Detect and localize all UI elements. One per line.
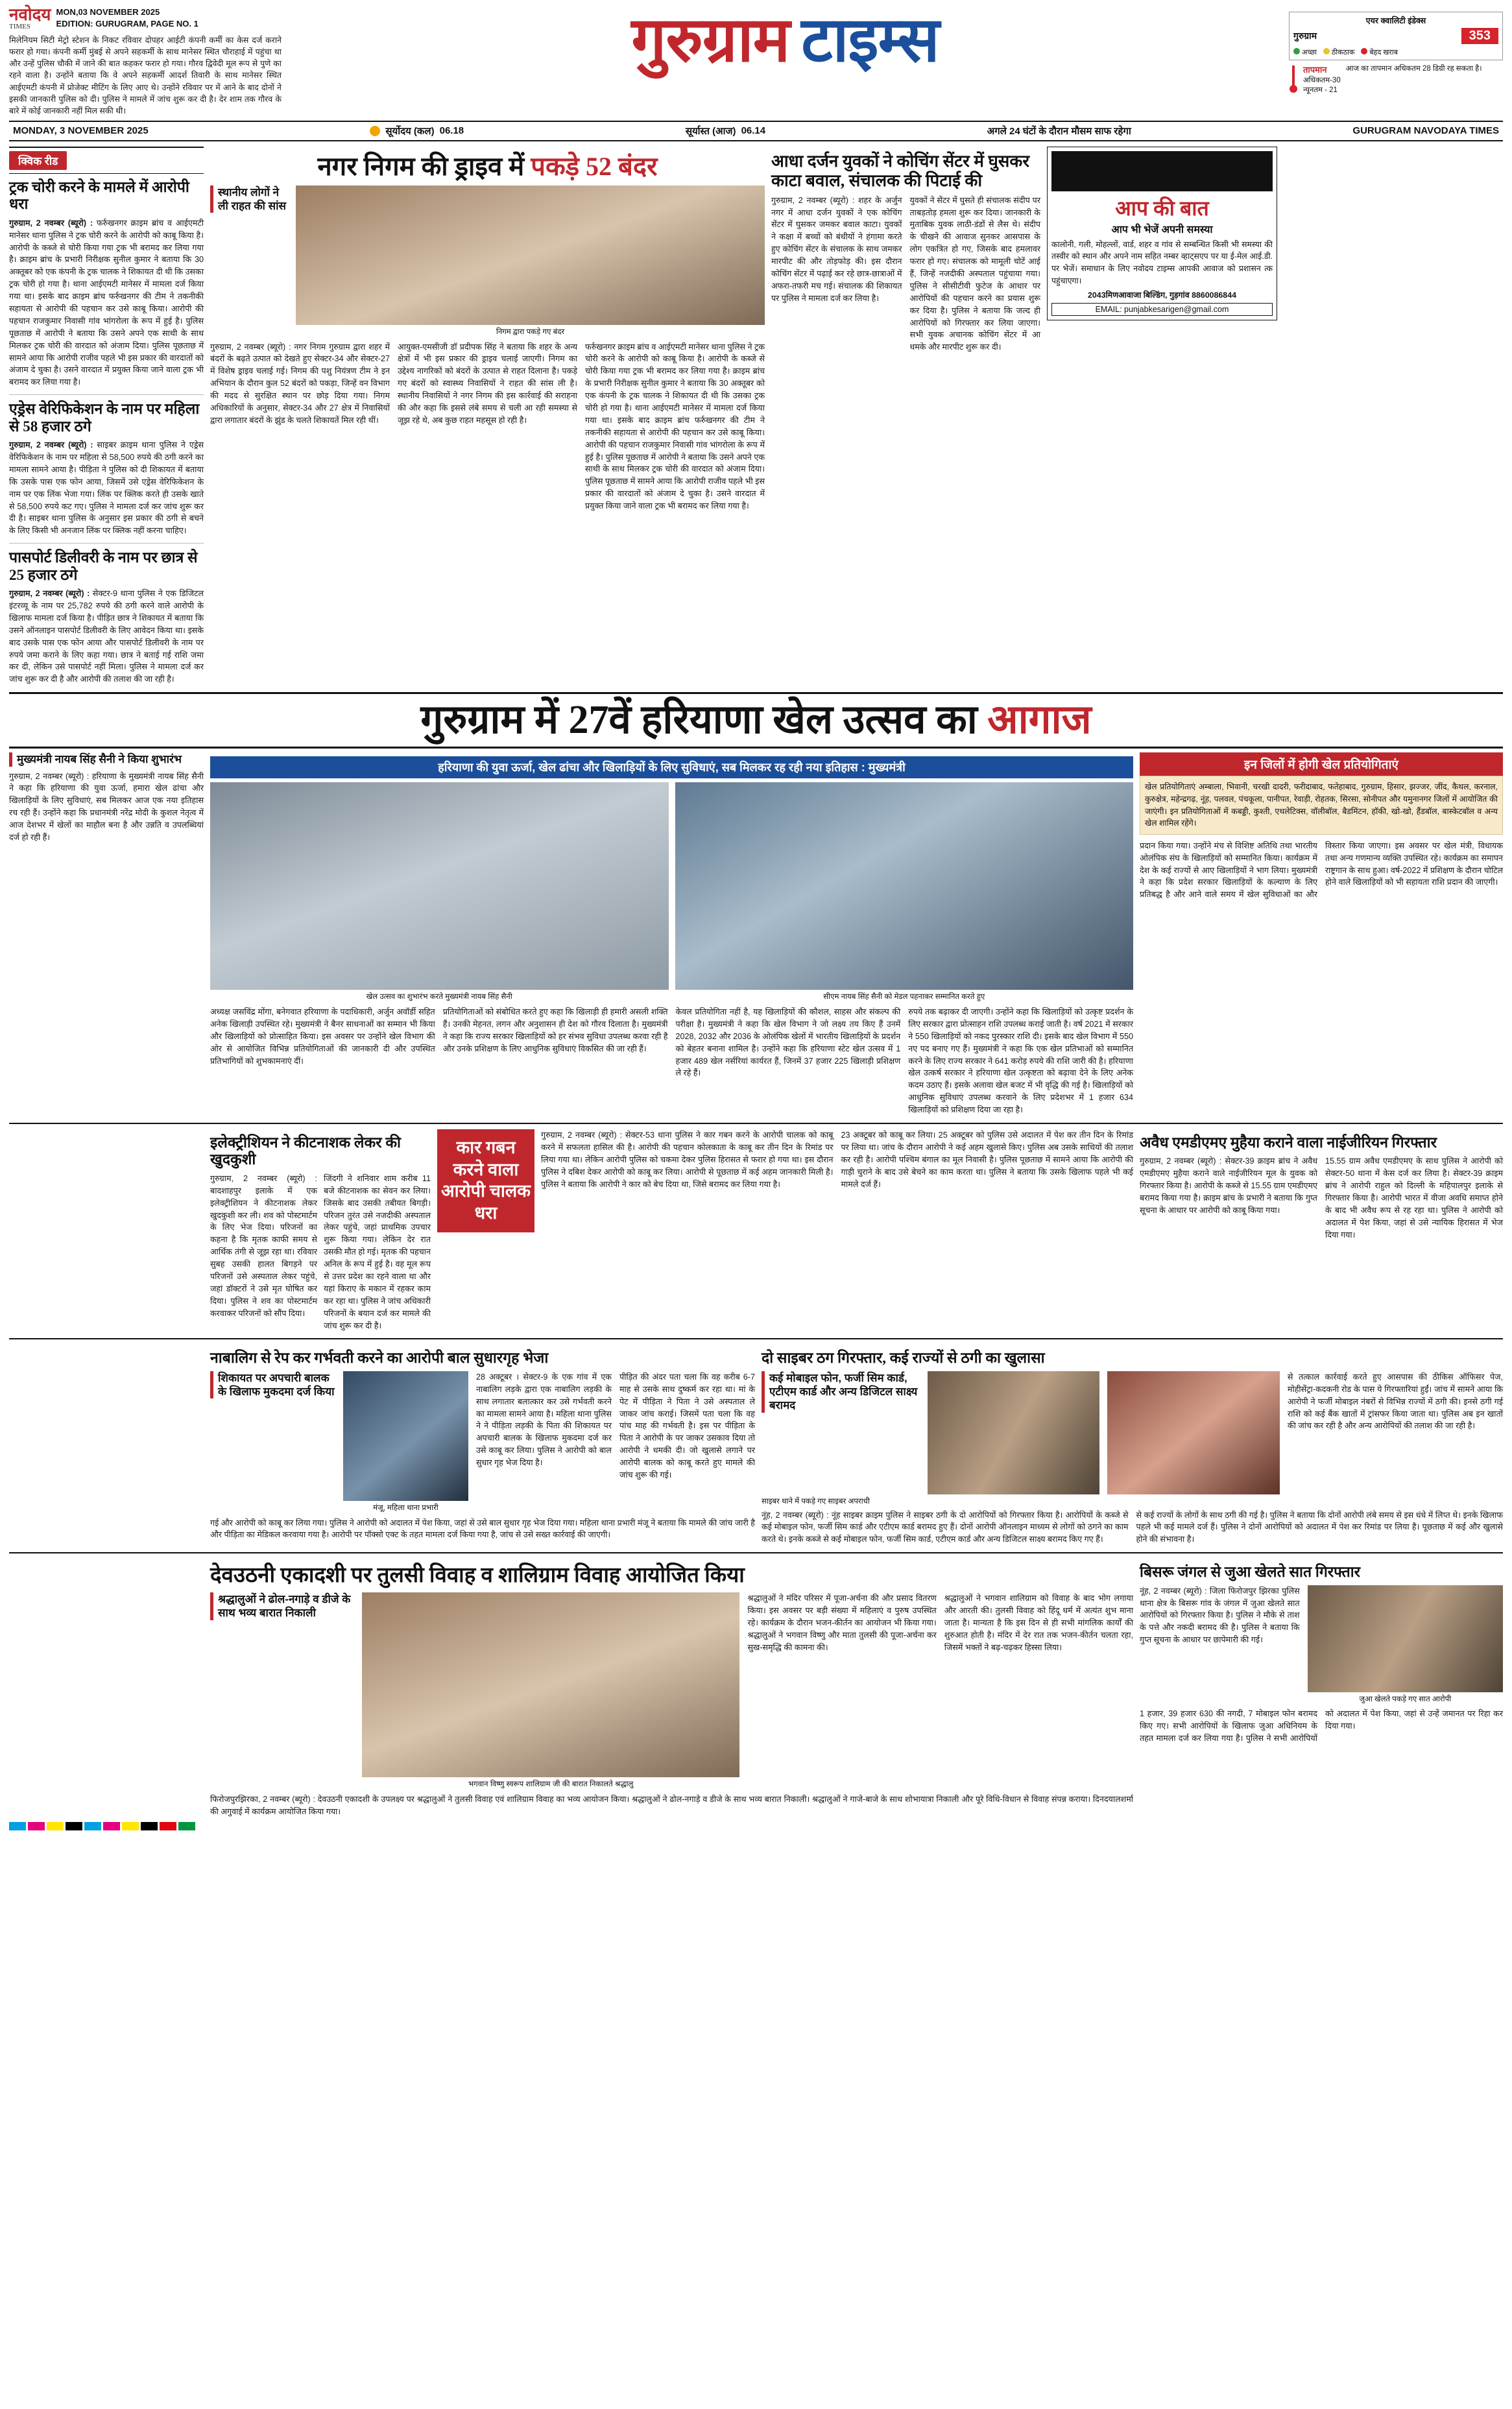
ekadashi-kicker: श्रद्धालुओं ने ढोल-नगाड़े व डीजे के साथ भव्य बारात निकाली (210, 1592, 354, 1620)
aqi-legend-good: अच्छा (1293, 47, 1317, 57)
gambling-photo (1308, 1585, 1503, 1692)
advert-address: 2043मिणआवाजा बिल्डिंग, गुड़गांव 8860086844 (1088, 291, 1236, 300)
sports-photo-2-caption: सीएम नायब सिंह सैनी को मेडल पहनाकर सम्मानित करते हुए (823, 992, 985, 1001)
date-bar-date: MONDAY, 3 NOVEMBER 2025 (13, 125, 149, 137)
sports-body-col2: अध्यक्ष जसविंद्र मोंगा, बनेगवात हरियाणा के पदाधिकारी, अर्जुन अवॉर्डी सहित अनेक खिलाड़ी उपस्थित रहे। मुख्यमंत्री ने बैनर साधनाओं का सम्मान भी किया और खिलाड़ियों को प्रोत्साहित किया। इस अवसर पर उन्होंने खेल विभाग की ओर से आयोजित विभिन्न प्रतियोगिताओं की जानकारी दी और उपस्थित प्रतिभागियों को शुभकामनाएं दीं। (210, 1007, 435, 1066)
nigeria-body-col2: 15.55 ग्राम अवैध एमडीएमए के साथ पुलिस ने आरोपी को सेक्टर-50 थाना में केस दर्ज कर लिया है। सेक्टर-39 क्राइम ब्रांच ने आरोपी राहुल को दिल्ली के महिपालपुर इलाके से गिरफ्तार किया है। आरोपी भारत में वीजा अवधि समाप्त होने के बाद भी अवैध रूप से रह रहा था। पुलिस ने आरोपी को अदालत में पेश किया, जहां से उसे न्यायिक हिरासत में भेज दिया गया। (1325, 1157, 1503, 1240)
sunrise-time: 06.18 (439, 125, 464, 137)
coaching-body-col1: गुरुग्राम, 2 नवम्बर (ब्यूरो) : शहर के अर्जुन नगर में आधा दर्जन युवकों ने एक कोचिंग सेंटर में घुसकर जमकर बवाल काटा। युवकों ने कक्षा में बच्चों को बंधीयों ने हंगामा करते हुए कोचिंग सेंटर के संचालक के साथ जमकर मारपीट की और तोड़फोड़ की। इस दौरान कोचिंग सेंटर में पढ़ाई कर रहे छात्र-छात्राओं में अफरा-तफरी मच गई। संचालक की शिकायत पर पुलिस ने मामला दर्ज कर लिया है। (771, 195, 902, 303)
monkey-story (210, 147, 765, 686)
date-bar (9, 121, 1503, 141)
cyber-kicker: कई मोबाइल फोन, फर्जी सिम कार्ड, एटीएम कार्ड और अन्य डिजिटल साक्ष्य बरामद (762, 1371, 920, 1413)
ekadashi-story (210, 1559, 1133, 1817)
masthead-left (9, 6, 282, 117)
temperature-note: आज का तापमान अधिकतम 28 डिग्री रह सकता है। (1345, 65, 1482, 73)
sports-subbar: हरियाणा की युवा ऊर्जा, खेल ढांचा और खिलाड़ियों के लिए सुविधाएं, सब मिलकर रह रही नया इतिहास : मुख्यमंत्री (210, 756, 1133, 778)
monkey-photo (296, 186, 765, 325)
advert-email[interactable]: EMAIL: punjabkesarigen@gmail.com (1051, 303, 1273, 316)
rape-officer-caption: मंजू, महिला थाना प्रभारी (373, 1503, 438, 1512)
rape-headline[interactable]: नाबालिग से रेप कर गर्भवती करने का आरोपी बाल सुधारगृह भेजा (210, 1350, 549, 1367)
rape-body-col3: गई और आरोपी को काबू कर लिया गया। पुलिस ने आरोपी को अदालत में पेश किया, जहां से उसे बाल सुधार गृह भेज दिया गया। महिला थाना प्रभारी मंजू ने बताया कि मामले की जांच जारी है और पीड़िता का मेडिकल करवाया गया है। आरोपी पर पॉक्सो एक्ट के तहत मामला दर्ज किया गया है, जांच से उसे सख्त कार्रवाई की जाएगी। (210, 1518, 755, 1540)
sports-body-col1: गुरुग्राम, 2 नवम्बर (ब्यूरो) : हरियाणा के मुख्यमंत्री नायब सिंह सैनी ने कहा कि हरियाणा की युवा ऊर्जा, हमारा खेल ढांचा और खिलाड़ियों के लिए सुविधाएं, सब मिलकर आज एक नया इतिहास रच रही हैं। उन्होंने कहा कि प्रधानमंत्री नरेंद्र मोदी के कुशल नेतृत्व में आज देशभर में खेलों का माहौल बना है और उन्नति व उपलब्धियां दर्ज हो रही हैं। (9, 771, 204, 843)
quick-read-headline-3[interactable]: पासपोर्ट डिलीवरी के नाम पर छात्र से 25 हजार ठगे (9, 549, 198, 583)
sun-icon (370, 126, 380, 136)
sunset-block (686, 125, 765, 138)
cyber-suspect-photo-1 (928, 1371, 1100, 1494)
quick-read-badge: क्विक रीड (9, 151, 67, 170)
cyber-headline[interactable]: दो साइबर ठग गिरफ्तार, कई राज्यों से ठगी का खुलासा (762, 1350, 1045, 1367)
gambling-photo-caption: जुआ खेलते पकड़े गए सात आरोपी (1359, 1694, 1452, 1703)
quick-read-column (9, 147, 204, 686)
lower-section (9, 1345, 1503, 1546)
masthead-title (288, 5, 1282, 75)
lower-left-empty (9, 1345, 204, 1546)
district-box-title: इन जिलों में होगी खेल प्रतियोगिताएं (1140, 752, 1503, 776)
sunrise-label: सूर्योदय (कल) (385, 125, 435, 137)
sports-body-col5: रुपये तक बढ़ाकर दी जाएगी। उन्होंने कहा कि खिलाड़ियों को उत्कृष्ट प्रदर्शन के लिए सरकार द्वारा प्रोत्साहन राशि उपलब्ध कराई जाती है। वर्ष 2021 में सरकार ने 550 खिलाड़ियों को नकद पुरस्कार राशि दी। इसके बाद खेल विभाग में 550 नए पद बनाए गए हैं। मुख्यमंत्री ने कहा कि एक खेल प्रतिभाओं को सम्मानित करने के लिए राज्य सरकार ने 641 करोड़ रुपये की राशि जारी की है। हरियाणा खेल उत्कर्ष सरकार ने हरियाणा खेल उत्कृष्टता को बढ़ावा देने के लिए अनेक कदम उठाए हैं। इसके अलावा खेल बजट में भी वृद्धि की गई है। खिलाड़ियों को आधुनिक सुविधाएं उपलब्ध करवाने के लिए प्रदेशभर में 1 हजार 634 खिलाड़ियों को प्रशिक्षण दिया जा रहा है। (908, 1007, 1133, 1115)
car-theft-story (541, 1129, 1133, 1332)
gambling-headline[interactable]: बिसरू जंगल से जुआ खेलते सात गिरफ्तार (1140, 1564, 1361, 1581)
nigeria-headline[interactable]: अवैध एमडीएमए मुहैया कराने वाला नाईजीरियन गिरफ्तार (1140, 1134, 1437, 1151)
car-theft-body-col2: 23 अक्टूबर को काबू कर लिया। 25 अक्टूबर को पुलिस उसे अदालत में पेश कर तीन दिन के रिमांड पर लिया था। जांच के दौरान आरोपी ने कई अहम खुलासे किए। पुलिस अब उसके साथियों की तलाश कर रही है। आरोपी पश्चिम बंगाल का मूल निवासी है। पुलिस पूछताछ में सामने आया कि आरोपी की गाड़ी चुराने के बाद उसे बेचने का काम करता था। पुलिस ने बताया कि उसके खिलाफ पहले भी कई मामले दर्ज हैं। (841, 1130, 1133, 1189)
gambling-body-col2: 1 हजार, 39 हजार 630 की नगदी, 7 मोबाइल फोन बरामद किए गए। सभी आरोपियों के खिलाफ जुआ अधिनियम के तहत मामला दर्ज कर लिया गया है। पुलिस ने सभी आरोपियों को अदालत में पेश किया, जहां से उन्हें जमानत पर रिहा कर दिया गया। (1140, 1709, 1503, 1744)
monkey-body-col1: गुरुग्राम, 2 नवम्बर (ब्यूरो) : नगर निगम गुरुग्राम द्वारा शहर में बंदरों के बढ़ते उत्पात को देखते हुए सेक्टर-34 और सेक्टर-27 में विशेष ड्राइव चलाई गई। निगम की पशु नियंत्रण टीम ने इन अभियान के दौरान कुल 52 बंदरों को पकड़ा, जिन्हें वन विभाग की मदद से सुरक्षित स्थान पर छोड़ दिया गया। निगम अधिकारियों के अनुसार, सेक्टर-34 और 27 क्षेत्र में निवासियों द्वारा लगातार बंदरों के झुंड के चलते शिकायतें मिल रही थीं। (210, 342, 390, 425)
temperature-heading: तापमान (1303, 65, 1327, 75)
monkey-body-col2: आयुक्त-एमसीजी डॉ प्रदीपक सिंह ने बताया कि शहर के अन्य क्षेत्रों में भी इस प्रकार की ड्राइव चलाई जाएगी। निगम का उद्देश्य नागरिकों को बंदरों के उत्पात से राहत दिलाना है। पकड़े गए बंदरों को स्वास्थ्य निवासियों ने राहत की सांस ली है। स्थानीय निवासियों ने नगर निगम की इस कार्रवाई की सराहना की और कहा कि इससे लंबे समय से चली आ रही समस्या से जूझ रहे थे, अब कुछ राहत महसूस हो रही है। (398, 342, 577, 425)
bottom-section (9, 1559, 1503, 1817)
cyber-body-col2: से कई राज्यों के लोगों के साथ ठगी की गई है। पुलिस ने बताया कि दोनों आरोपी लंबे समय से इस धंधे में लिप्त थे। इनके खिलाफ पहले भी कई मामले दर्ज हैं। पुलिस ने दोनों आरोपियों को अदालत में पेश कर रिमांड पर लिया है। पूछताछ में कई और खुलासे होने की संभावना है। (1136, 1510, 1503, 1544)
nigeria-body-col1: गुरुग्राम, 2 नवम्बर (ब्यूरो) : सेक्टर-39 क्राइम ब्रांच ने अवैध एमडीएमए मुहैया कराने वाले नाईजीरियन मूल के युवक को गिरफ्तार किया है। आरोपी के कब्जे से 15.55 ग्राम एमडीएमए बरामद किया गया है। क्राइम ब्रांच के प्रभारी ने बताया कि गुप्त सूचना के आधार पर आरोपी को काबू किया गया। (1140, 1157, 1317, 1215)
gambling-body-col1: नूंह, 2 नवम्बर (ब्यूरो) : जिला फिरोजपुर झिरका पुलिस थाना क्षेत्र के बिसरू गांव के जंगल में जुआ खेलते सात आरोपियों को गिरफ्तार किया है। पुलिस ने मौके से ताश के पत्ते और नकदी बरामद की है। पुलिस ने बताया कि गुप्त सूचना के आधार पर छापेमारी की गई। (1140, 1586, 1300, 1645)
weather-note: अगले 24 घंटों के दौरान मौसम साफ रहेगा (987, 125, 1131, 137)
rape-body-col1: 28 अक्टूबर । सेक्टर-9 के एक गांव में एक नाबालिग लड़के द्वारा एक नाबालिग लड़की के साथ लगातार बलात्कार कर उसे गर्भवती करने का मामला सामने आया है। महिला थाना पुलिस ने ने पीड़िता लड़की के पिता की शिकायत पर अपचारी बालक के खिलाफ मुकदमा दर्ज कर उसे काबू कर लिया। पुलिस ने आरोपी को बाल सुधार गृह भेज दिया है। (475, 1372, 612, 1468)
coaching-headline[interactable]: आधा दर्जन युवकों ने कोचिंग सेंटर में घुसकर काटा बवाल, संचालक की पिटाई की (771, 151, 1029, 190)
car-theft-vertical[interactable] (437, 1129, 534, 1332)
rape-officer-photo (343, 1371, 468, 1501)
bottom-left-empty (9, 1559, 204, 1817)
ekadashi-photo (362, 1592, 740, 1777)
cyber-body-col1: नूंह, 2 नवम्बर (ब्यूरो) : नूंह साइबर क्राइम पुलिस ने साइबर ठगी के दो आरोपियों को गिरफ्तार किया है। आरोपियों के कब्जे से कई मोबाइल फोन, फर्जी सिम कार्ड और एटीएम कार्ड बरामद हुए हैं। दोनों आरोपी ऑनलाइन माध्यम से लोगों को ठगने का काम करते थे। इनके कब्जे से कई मोबाइल फोन, फर्जी सिम कार्ड, एटीएम कार्ड और अन्य डिजिटल साक्ष्य बरामद किए गए हैं। (762, 1510, 1129, 1544)
edition-meta (56, 6, 198, 29)
rape-body-col2: पीड़ित की अंदर पता चला कि वह करीब 6-7 माह से उसके साथ दुष्कर्म कर रहा था। मां के पेट में पीड़िता ने पिता ने उसे अस्पताल ले जाकर जांच कराई। जिसमें पता चला कि वह पांच माह की गर्भवती है। इस पर पीड़िता के पिता ने आरोपी के पर जाकर उसकाव दिया तो आरोपी ने धमकी दी। जो खुलासे लगाने पर आरोपी बालक को काबू करते हुए मामले की जांच शुरू की गई। (619, 1372, 755, 1480)
rape-kicker: शिकायत पर अपचारी बालक के खिलाफ मुकदमा दर्ज किया (210, 1371, 335, 1399)
sports-banner-headline[interactable]: गुरुग्राम में 27वें हरियाणा खेल उत्सव का आगाज (420, 698, 1092, 743)
ekadashi-headline[interactable]: देवउठनी एकादशी पर तुलसी विवाह व शालिग्राम विवाह आयोजित किया (210, 1564, 745, 1588)
masthead-right (1289, 6, 1503, 96)
sunrise-block (370, 125, 464, 138)
sports-photo-1 (210, 782, 669, 990)
car-theft-body-col1: गुरुग्राम, 2 नवम्बर (ब्यूरो) : सेक्टर-53 थाना पुलिस ने कार गबन करने के आरोपी चालक को काबू करने में सफलता हासिल की है। आरोपी की पहचान कोलकाता के काबू कर तीन दिन के रिमांड पर लिया गया था। लेकिन आरोपी पुलिस को चकमा देकर पुलिस हिरासत से फरार हो गया था। इस दौरान पुलिस ने दबिश देकर आरोपी को काबू कर लिया। आरोपी से पूछताछ में कई अहम जानकारी मिली है। पुलिस ने बताया कि आरोपी ने कार को बेच दिया था, जिसे बरामद कर लिया गया है। (541, 1130, 834, 1189)
gambling-story (1140, 1559, 1503, 1817)
monkey-kicker: स्थानीय लोगों ने ली राहत की सांस (210, 186, 288, 213)
advert-aap-ki-baat[interactable] (1047, 147, 1277, 686)
car-theft-vertical-text: कार गबन करने वाला आरोपी चालक धरा (437, 1129, 534, 1232)
title-part-1: गुरुग्राम (631, 5, 790, 75)
quick-read-body-1: गुरुग्राम, 2 नवम्बर (ब्यूरो) : फर्रुखनगर क्राइम ब्रांच व आईएमटी मानेसर थाना पुलिस ने ट्रक चोरी करने के आरोपी को काबू किया है। आरोपी के कब्जे से चोरी किया गया ट्रक भी बरामद कर लिया गया है। क्राइम ब्रांच के प्रभारी निरीक्षक सुनील कुमार ने बताया कि 30 अक्तूबर को एक कंपनी के ट्रक चालक ने शिकायत दी थी कि उसका ट्रक चोरी हो गया है। थाना आईएमटी मानेसर में मामला दर्ज किया गया था। इसके बाद क्राइम ब्रांच फर्रुखनगर की टीम ने तकनीकी सहायता से आरोपी की पहचान कर उसे काबू किया। आरोपी की पहचान राजकुमार निवासी गांव भांगरोला के रूप में हुई है। पुलिस पूछताछ में आरोपी ने बताया कि उसने अपने एक साथी के साथ मिलकर ट्रक चोरी की वारदात को अंजाम दिया। पुलिस पूछताछ में सामने आया कि आरोपी राजीव पहले भी इस प्रकार की वारदातों को अंजाम दे चुका है। उसने वारदात में प्रयुक्त किया जाने वाला ट्रक भी बरामद कर लिया गया है। (9, 218, 204, 387)
ekadashi-body-col1: फिरोजपुरझिरका, 2 नवम्बर (ब्यूरो) : देवउठनी एकादशी के उपलक्ष्य पर श्रद्धालुओं ने तुलसी विवाह एवं शालिग्राम विवाह का भव्य आयोजन किया। श्रद्धालुओं ने ढोल-नगाड़े व डीजे के साथ भव्य बारात निकाली। श्रद्धालुओं ने गाजे-बाजे के साथ शोभायात्रा निकाली और पूरे विधि-विधान से विवाह संपन्न कराया। दिनदयालशर्मा की अगुवाई में कार्यक्रम आयोजित किया गया। (210, 1794, 1133, 1816)
ekadashi-body-col2: श्रद्धालुओं ने मंदिर परिसर में पूजा-अर्चना की और प्रसाद वितरण किया। इस अवसर पर बड़ी संख्या में महिलाएं व पुरुष उपस्थित रहे। कार्यक्रम के दौरान भजन-कीर्तन का आयोजन भी किया गया। श्रद्धालुओं ने भगवान विष्णु और माता तुलसी की पूजा-अर्चना कर सुख-समृद्धि की कामना की। (747, 1594, 937, 1652)
monkey-headline[interactable]: नगर निगम की ड्राइव में पकड़े 52 बंदर (317, 151, 658, 181)
sports-body-col6: प्रदान किया गया। उन्होंने मंच से विशिष्ट अतिथि तथा भारतीय ओलंपिक संघ के खिलाड़ियों को सम्मानित किया। कार्यक्रम में देश के कई राज्यों से आए खिलाड़ियों ने भाग लिया। मुख्यमंत्री ने कहा कि प्रदेश सरकार खिलाड़ियों के कल्याण के लिए प्रतिबद्ध है और आने वाले समय में खेल सुविधाओं का और विस्तार किया जाएगा। इस अवसर पर खेल मंत्री, विधायक तथा अन्य गणमान्य व्यक्ति उपस्थित रहे। कार्यक्रम का समापन राष्ट्रगान के साथ हुआ। वर्ष-2022 में प्रशिक्षण के दौरान चोटिल होने वाले खिलाड़ियों को भी सहायता राशि प्रदान की जाएगी। (1140, 841, 1504, 900)
cyber-photo-caption: साइबर थाने में पकड़े गए साइबर अपराधी (762, 1496, 870, 1505)
quick-read-headline-2[interactable]: एड्रेस वेरिफिकेशन के नाम पर महिला से 58 हजार ठगे (9, 401, 200, 435)
monkey-photo-caption: निगम द्वारा पकड़े गए बंदर (496, 327, 565, 336)
sports-kicker: मुख्यमंत्री नायब सिंह सैनी ने किया शुभारंभ (9, 752, 204, 766)
masthead-brief-text: मिलेनियम सिटी मेट्रो स्टेशन के निकट रविवार दोपहर आईटी कंपनी कर्मी का केस दर्ज कराने फरार हो गया। कंपनी कर्मी मुंबई से अपने सहकर्मी के साथ मानेसर स्थित चौराहाई में पहुंचा था और उन्हें पुलिस चौकी में जाने की बात कहकर फरार हो गया। गौरव द्विवेदी मूल रूप से पुणे का रहने वाला है। उन्होंने बताया कि वे अपने सहकर्मी आदर्श तिवारी के साथ मानेसर स्थित आईएमटी कंपनी में प्रोजेक्ट मीटिंग के लिए आए थे। उन्होंने रविवार पर में आने के बाद दोनों ने इसकी जानकारी पुलिस को दी। पुलिस ने मामले में जांच शुरू कर दी है। देर शाम तक गौरव के बारे में कोई जानकारी नहीं मिल सकी थी। (9, 36, 282, 115)
navodaya-logo-text: नवोदय (9, 5, 51, 24)
top-right-section (771, 147, 1277, 686)
sunset-time: 06.14 (741, 125, 766, 137)
rape-story (210, 1345, 755, 1546)
aqi-title: एयर क्वालिटी इंडेक्स (1365, 16, 1426, 25)
thermometer-icon (1289, 64, 1298, 94)
aqi-box (1289, 12, 1503, 60)
sports-photo-1-caption: खेल उत्सव का शुभारंभ करते मुख्यमंत्री नायब सिंह सैनी (366, 992, 512, 1001)
aqi-value: 353 (1461, 28, 1498, 44)
electrician-body-col1: गुरुग्राम, 2 नवम्बर (ब्यूरो) : बादशाहपुर इलाके में एक इलेक्ट्रीशियन ने कीटनाशक लेकर खुदकुशी कर ली। शव को पोस्टमार्टम के लिए भेज दिया। परिजनों का कहना है कि मृतक काफी समय से आर्थिक तंगी से जूझ रहा था। रविवार सुबह उसकी हालत बिगड़ने पर परिजनों उसे अस्पताल लेकर पहुंचे, जहां डॉक्टरों ने उसे मृत घोषित कर दिया। पुलिस ने शव का पोस्टमार्टम करवाकर परिजनों को सौंप दिया। (210, 1173, 317, 1318)
navodaya-logo (9, 6, 51, 30)
masthead (9, 6, 1503, 117)
temperature-box (1289, 64, 1503, 96)
nigeria-story (1140, 1129, 1503, 1332)
advert-body: कालोनी, गली, मोहल्लों, वार्ड, शहर व गांव से सम्बन्धित किसी भी समस्या की तस्वीर को स्थान और अपने नाम सहित नम्बर व्हाट्सएप पर या ई-मेल आई.डी. पर भेजें। समाधान के लिए नवोदय टाइम्स आपकी आवाज को प्रशासन त्क पहुंचाएगा। (1051, 239, 1273, 285)
electrician-story (210, 1129, 431, 1332)
advert-banner-image (1051, 151, 1273, 191)
coaching-body-col2: युवकों ने सेंटर में घुसते ही संचालक संदीप पर ताबड़तोड़ हमला शुरू कर दिया। जानकारी के मुताबिक युवक लाठी-डंडों से लैस थे। संदीप के चीखने की आवाज सुनकर आसपास के लोग एकत्रित हो गए, जिसके बाद हमलावर फरार हो गए। संचालक को मामूली चोटें आई हैं, जिन्हें नजदीकी अस्पताल पहुंचाया गया। पुलिस ने सीसीटीवी फुटेज के आधार पर आरोपियों की पहचान करने का प्रयास शुरू कर दिया है। पुलिस ने बताया कि जल्द ही आरोपियों को गिरफ्तार कर लिया जाएगा। सभी युवक अचानक कोचिंग सेंटर में आ धमके और मारपीट शुरू कर दी। (909, 195, 1040, 352)
aqi-legend (1293, 47, 1498, 57)
sports-section (9, 752, 1503, 1116)
temperature-min: न्यूनतम - 21 (1303, 86, 1338, 95)
advert-title: आप की बात (1115, 196, 1209, 220)
sports-body-col4: केवल प्रतियोगिता नहीं है, यह खिलाड़ियों की कौशल, साहस और संकल्प की परीक्षा है। मुख्यमंत्री ने कहा कि खेल विभाग ने जो लक्ष्य तय किए हैं उनमें 2028, 2032 और 2036 के ओलंपिक खेलों में भारतीय खिलाड़ियों के प्रदर्शन को बेहतर बनाना शामिल है। उन्होंने कहा कि हरियाणा स्टेट खेल उत्सव में 1 हजार 489 खेल नर्सरियां कार्यरत हैं, जिनमें 37 हजार 225 खिलाड़ी प्रशिक्षण ले रहे हैं। (675, 1007, 901, 1078)
mid-section (9, 1129, 1503, 1332)
sports-right-col (1140, 752, 1503, 1116)
district-box-body: खेल प्रतियोगिताएं अम्बाला, भिवानी, चरखी दादरी, फरीदाबाद, फतेहाबाद, गुरुग्राम, हिसार, झज्जर, जींद, कैथल, करनाल, कुरुक्षेत्र, महेन्द्रगढ़, नूंह, पलवल, पंचकूला, पानीपत, रेवाड़ी, रोहतक, सिरसा, सोनीपत और यमुनानगर जिलों में आयोजित की जाएंगी। इन प्रतियोगिताओं में कबड्डी, कुश्ती, एथलेटिक्स, वॉलीबॉल, बैडमिंटन, हॉकी, खो-खो, हैंडबॉल, बास्केटबॉल व अन्य खेल शामिल रहेंगे। (1140, 776, 1503, 834)
sports-body-col3: प्रतियोगिताओं को संबोधित करते हुए कहा कि खिलाड़ी ही हमारी असली शक्ति हैं। उनकी मेहनत, लगन और अनुशासन ही देश को गौरव दिलाता है। मुख्यमंत्री ने कहा कि राज्य सरकार खिलाड़ियों को हर संभव सुविधा उपलब्ध करवा रही है और उनके प्रशिक्षण के लिए आधुनिक सुविधाएं विकसित की जा रही हैं। (442, 1007, 668, 1053)
electrician-body-col2: जिंदगी ने शनिवार शाम करीब 11 बजे कीटनाशक का सेवन कर लिया। जिसके बाद उसकी तबीयत बिगड़ी। परिजन तुरंत उसे नजदीकी अस्पताल लेकर पहुंचे, जहां प्राथमिक उपचार शुरू किया गया। लेकिन देर रात उसकी मौत हो गई। मृतक की पहचान अनिल के रूप में हुई है। वह मूल रूप से उत्तर प्रदेश का रहने वाला था और यहां किराए के मकान में रहकर काम कर रहा था। पुलिस ने जांच अधिकारी परिजनों के बयान दर्ज कर मामले की जांच शुरू कर दी है। (324, 1173, 431, 1330)
ekadashi-photo-caption: भगवान विष्णु स्वरूप शालिग्राम जी की बारात निकालते श्रद्धालु (468, 1780, 634, 1789)
sports-photo-2 (675, 782, 1134, 990)
sports-left-col (9, 752, 204, 1116)
advert-subtitle: आप भी भेजें अपनी समस्या (1111, 224, 1213, 235)
aqi-city: गुरुग्राम (1293, 30, 1317, 41)
quick-read-body-3: गुरुग्राम, 2 नवम्बर (ब्यूरो) : सेक्टर-9 थाना पुलिस ने एक डिजिटल इंटरव्यू के नाम पर 25,782 रुपये की ठगी करने वाले आरोपी के खिलाफ मामला दर्ज किया है। पीड़ित छात्र ने शिकायत में बताया कि उसने ऑनलाइन पासपोर्ट डिलीवरी के लिए आवेदन किया था। इसके बाद उसके पास एक फोन आया और पासपोर्ट डिलीवरी के नाम पर रुपये जमा कराने के लिए कहा गया। छात्र ने बताई गई राशि जमा कर दी, लेकिन उसे पासपोर्ट नहीं मिला। पुलिस ने मामला दर्ज कर जांच शुरू कर दी है और आरोपी की तलाश की जा रही है। (9, 589, 204, 684)
cyber-suspect-photo-2 (1107, 1371, 1280, 1494)
mid-left-empty (9, 1129, 204, 1332)
color-registration-bars (9, 1818, 1503, 1833)
navodaya-logo-sub: TIMES (9, 23, 30, 30)
aqi-legend-moderate: ठीकठाक (1323, 47, 1354, 57)
electrician-headline[interactable]: इलेक्ट्रीशियन ने कीटनाशक लेकर की खुदकुशी (210, 1134, 401, 1168)
paper-name: GURUGRAM NAVODAYA TIMES (1352, 125, 1499, 137)
edition-date: MON,03 NOVEMBER 2025 (56, 7, 160, 17)
monkey-body-col3: फर्रुखनगर क्राइम ब्रांच व आईएमटी मानेसर थाना पुलिस ने ट्रक चोरी करने के आरोपी को काबू किया है। आरोपी के कब्जे से चोरी किया गया ट्रक भी बरामद कर लिया गया है। क्राइम ब्रांच के प्रभारी निरीक्षक सुनील कुमार ने बताया कि 30 अक्तूबर को एक कंपनी के ट्रक चालक ने शिकायत दी थी कि उसका ट्रक चोरी हो गया है। थाना आईएमटी मानेसर में मामला दर्ज किया गया था। इसके बाद क्राइम ब्रांच फर्रुखनगर की टीम ने तकनीकी सहायता से आरोपी की पहचान कर उसे काबू किया। आरोपी की पहचान राजकुमार निवासी गांव भांगरोला के रूप में हुई है। पुलिस पूछताछ में आरोपी ने बताया कि उसने अपने एक साथी के साथ मिलकर ट्रक चोरी की वारदात को अंजाम दिया। पुलिस पूछताछ में सामने आया कि आरोपी राजीव पहले भी इस प्रकार की वारदातों को अंजाम दे चुका है। उसने वारदात में प्रयुक्त किया जाने वाला ट्रक भी बरामद कर लिया गया है। (585, 342, 765, 511)
cyber-story (762, 1345, 1503, 1546)
temperature-max: अधिकतम-30 (1303, 76, 1341, 84)
quick-read-body-2: गुरुग्राम, 2 नवम्बर (ब्यूरो) : साइबर क्राइम थाना पुलिस ने एड्रेस वेरिफिकेशन के नाम पर महिला से 58,500 रुपये की ठगी करने का मामला सामने आया है। पीड़िता ने पुलिस को दी शिकायत में बताया कि उसके पास एक फोन आया, जिसमें उसे एड्रेस वेरिफिकेशन के नाम पर एक लिंक भेजा गया। लिंक पर क्लिक करते ही उसके खाते से 58,500 रुपये कट गए। पुलिस ने मामला दर्ज कर जांच शुरू कर दी है। साइबर थाना पुलिस के अनुसार इस प्रकार की ठगी से बचने के लिए किसी भी अनजान लिंक पर क्लिक नहीं करना चाहिए। (9, 440, 204, 536)
sunset-label: सूर्यास्त (आज) (685, 125, 736, 137)
sports-center-col (210, 752, 1133, 1116)
ekadashi-body-col3: श्रद्धालुओं ने भगवान शालिग्राम को विवाह के बाद भोग लगाया और आरती की। तुलसी विवाह को हिंदू धर्म में अत्यंत शुभ माना जाता है। मान्यता है कि इस दिन से ही सभी मांगलिक कार्यों की शुरुआत होती है। मंदिर में देर रात तक भजन-कीर्तन चलता रहा, जिसमें भक्तों ने बढ़-चढ़कर हिस्सा लिया। (944, 1594, 1133, 1652)
title-part-2: टाइम्स (801, 5, 939, 75)
cyber-body-col3: से तत्काल कार्रवाई करते हुए आसपास की ठीकिस ऑफिसर पेज, मोहीसेंट्रा-कदकनी रोड के पास ये गिरफ्तारियां हुईं। जांच में सामने आया कि आरोपी ने फर्जी मोबाइल नंबरों से विभिन्न राज्यों में ठगी की। इनसे ठगी गई राशि को कई बैंक खातों में ट्रांसफर किया जाता था। पुलिस अब इन खातों की जांच कर रही है और अन्य आरोपियों की तलाश की जा रही है। (1287, 1372, 1504, 1431)
sports-banner (9, 692, 1503, 749)
edition-page: EDITION: GURUGRAM, PAGE NO. 1 (56, 18, 198, 29)
coaching-story (771, 147, 1040, 686)
quick-read-headline-1[interactable]: ट्रक चोरी करने के मामले में आरोपी धरा (9, 178, 189, 213)
aqi-legend-severe: बेहद खराब (1361, 47, 1398, 57)
top-section (9, 147, 1503, 686)
